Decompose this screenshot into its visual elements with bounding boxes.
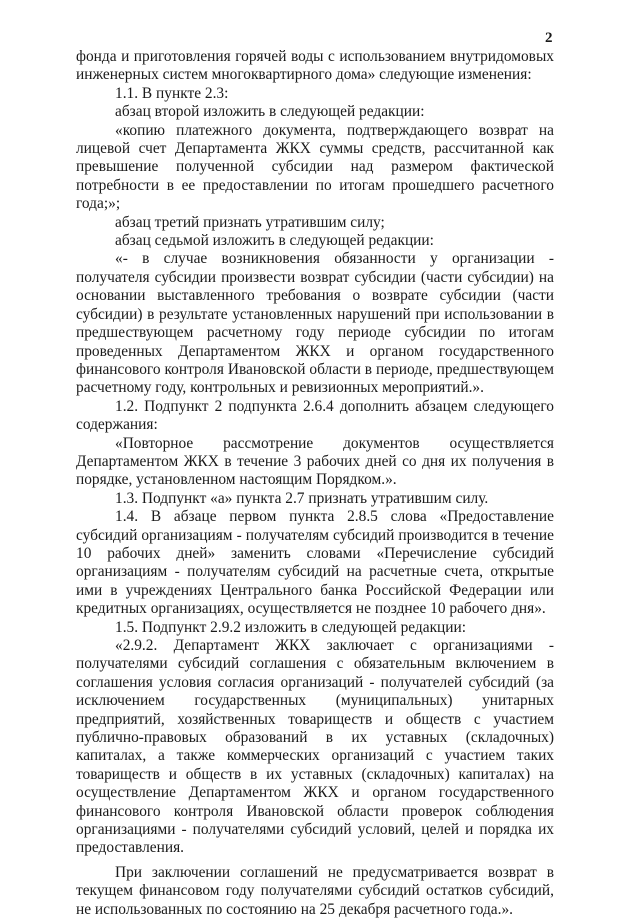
paragraph-1-1: 1.1. В пункте 2.3: [115, 84, 229, 102]
document-body [76, 48, 554, 919]
paragraph-1-3: 1.3. Подпункт «а» пункта 2.7 признать утратившим силу. [115, 489, 489, 507]
paragraph-1-5: 1.5. Подпункт 2.9.2 изложить в следующей редакции: [115, 618, 467, 636]
paragraph-quote-return: «- в случае возникновения обязанности у организации - получателя субсидии произвести возврат субсидии (части субсидии) на основании выставленного требования о возврате субсидии (части субсидии) в результате установленных нарушений при использовании в предшествующем расчетному году периоде субсидии по итогам проведенных Департаментом ЖКХ и органом государственного финансового контроля Ивановской области в периоде, предшествующем расчетному году, контрольных и ревизионных мероприятий.». [76, 250, 554, 397]
paragraph-final: При заключении соглашений не предусматривается возврат в текущем финансовом году получателями субсидий остатков субсидий, не использованных по состоянию на 25 декабря расчетного года.». [76, 863, 554, 918]
paragraph-intro: фонда и приготовления горячей воды с использованием внутридомовых инженерных систем многоквартирного дома» следующие изменения: [76, 48, 554, 84]
paragraph-abzac-3: абзац третий признать утратившим силу; [115, 213, 385, 231]
paragraph-1-2: 1.2. Подпункт 2 подпункта 2.6.4 дополнить абзацем следующего содержания: [76, 397, 554, 434]
paragraph-quote-copy: «копию платежного документа, подтверждающего возврат на лицевой счет Департамента ЖКХ суммы средств, рассчитанной как превышение полученной субсидии над размером фактической потребности в ее предоставлении по итогам прошедшего расчетного года;»; [76, 121, 554, 213]
paragraph-1-4: 1.4. В абзаце первом пункта 2.8.5 слова «Предоставление субсидий организациям - получателям субсидий производится в течение 10 рабочих дней» заменить словами «Перечисление субсидий организациям - получателям субсидий на расчетные счета, открытые ими в учреждениях Центрального банка Российской Федерации или кредитных организациях, осуществляется не позднее 10 рабочего дня». [76, 508, 554, 618]
paragraph-abzac-7: абзац седьмой изложить в следующей редакции: [115, 232, 434, 250]
paragraph-abzac-2: абзац второй изложить в следующей редакции: [115, 103, 425, 121]
paragraph-quote-review: «Повторное рассмотрение документов осуществляется Департаментом ЖКХ в течение 3 рабочих дней со дня их получения в порядке, установленном настоящим Порядком.». [76, 434, 554, 489]
page-number: 2 [545, 30, 553, 46]
paragraph-quote-2-9-2: «2.9.2. Департамент ЖКХ заключает с организациями - получателями субсидий соглашения с обязательным включением в соглашения условия согласия организаций - получателей субсидий (за исключением государственных (муниципальных) унитарных предприятий, хозяйственных товариществ и обществ с участием публично-правовых образований в их уставных (складочных) капиталах, а также коммерческих организаций с участием таких товариществ и обществ в их уставных (складочных) капиталах) на осуществление Департаментом ЖКХ и органом государственного финансового контроля Ивановской области проверок соблюдения организациями - получателями субсидий условий, целей и порядка их предоставления. [76, 637, 554, 857]
